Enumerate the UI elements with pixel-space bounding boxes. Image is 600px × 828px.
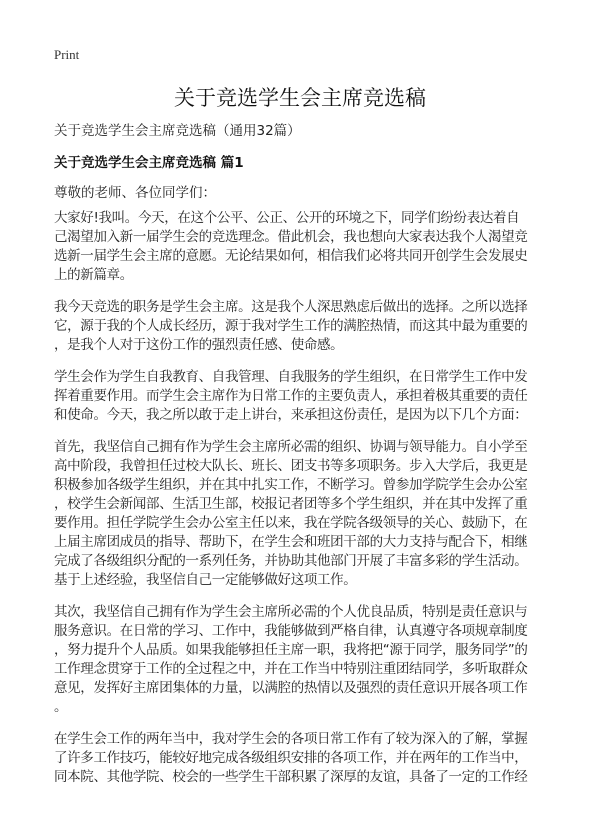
paragraph-line: 服务意识。在日常的学习、工作中，我能够做到严格自律，认真遵守各项规章制度 — [54, 623, 528, 639]
greeting: 尊敬的老师、各位同学们： — [54, 185, 216, 201]
paragraph-line: ，努力提升个人品质。如果我能够担任主席一职，我将把“源于同学，服务同学”的 — [54, 642, 528, 658]
print-link[interactable]: Print — [54, 47, 80, 62]
paragraph-line: 要作用。担任学院学生会办公室主任以来，我在学院各级领导的关心、鼓励下，在 — [54, 515, 528, 531]
paragraph-line: 积极参加各级学生组织，并在其中扎实工作，不断学习。曾参加学院学生会办公室 — [54, 477, 528, 493]
paragraph-line: 高中阶段，我曾担任过校大队长、班长、团支书等多项职务。步入大学后，我更是 — [54, 458, 528, 474]
paragraph-line: 大家好!我叫。今天，在这个公平、公正、公开的环境之下，同学们纷纷表达着自 — [54, 210, 520, 226]
paragraph-line: ，是我个人对于这份工作的强烈责任感、使命感。 — [54, 337, 344, 353]
paragraph-line: 工作理念贯穿于工作的全过程之中，并在工作当中特别注重团结同学，多听取群众 — [54, 661, 528, 677]
paragraph-line: 挥着重要作用。而学生会主席作为日常工作的主要负责人，承担着极其重要的责任 — [54, 388, 528, 404]
paragraph — [54, 368, 554, 425]
paragraph-line: 基于上述经验，我坚信自己一定能够做好这项工作。 — [54, 572, 357, 588]
paragraph-line: 首先，我坚信自己拥有作为学生会主席所必需的组织、协调与领导能力。自小学至 — [54, 439, 528, 455]
paragraph-line: 它，源于我的个人成长经历，源于我对学生工作的满腔热情，而这其中最为重要的 — [54, 318, 528, 334]
paragraph-line: 上届主席团成员的指导、帮助下，在学生会和班团干部的大力支持与配合下，相继 — [54, 534, 528, 550]
paragraph-line: 上的新篇章。 — [54, 267, 133, 283]
paragraph-line: 我今天竞选的职务是学生会主席。这是我个人深思熟虑后做出的选择。之所以选择 — [54, 299, 528, 315]
paragraph-line: 。 — [54, 699, 68, 715]
paragraph — [54, 298, 554, 355]
paragraph-line: 在学生会工作的两年当中，我对学生会的各项日常工作有了较为深入的了解，掌握 — [54, 731, 528, 747]
paragraph-line: 同本院、其他学院、校会的一些学生干部积累了深厚的友谊，具备了一定的工作经 — [54, 769, 528, 785]
paragraph-line: 完成了各级组织分配的一系列任务，并协助其他部门开展了丰富多彩的学生活动。 — [54, 553, 528, 569]
paragraph-line: 己渴望加入新一届学生会的竞选理念。借此机会，我也想向大家表达我个人渴望竞 — [54, 229, 528, 245]
document-body — [54, 209, 554, 800]
paragraph-line: 学生会作为学生自我教育、自我管理、自我服务的学生组织，在日常学生工作中发 — [54, 369, 528, 385]
paragraph-line: 选新一届学生会主席的意愿。无论结果如何，相信我们必将共同开创学生会发展史 — [54, 248, 528, 264]
section-heading: 关于竞选学生会主席竞选稿 篇1 — [54, 155, 244, 171]
paragraph-line: 其次，我坚信自己拥有作为学生会主席所必需的个人优良品质，特别是责任意识与 — [54, 604, 528, 620]
paragraph — [54, 209, 554, 285]
paragraph-line: 了许多工作技巧，能较好地完成各级组织安排的各项工作，并在两年的工作当中， — [54, 750, 528, 766]
paragraph-line: ，校学生会新闻部、生活卫生部，校报记者团等多个学生组织，并在其中发挥了重 — [54, 496, 528, 512]
paragraph — [54, 730, 554, 787]
document-subtitle: 关于竞选学生会主席竞选稿（通用32篇） — [54, 123, 301, 139]
document-title: 关于竞选学生会主席竞选稿 — [174, 86, 426, 110]
paragraph-line: 意见，发挥好主席团集体的力量，以满腔的热情以及强烈的责任意识开展各项工作 — [54, 680, 528, 696]
paragraph — [54, 603, 554, 717]
paragraph — [54, 438, 554, 590]
paragraph-line: 和使命。今天，我之所以敢于走上讲台，来承担这份责任，是因为以下几个方面： — [54, 407, 528, 423]
